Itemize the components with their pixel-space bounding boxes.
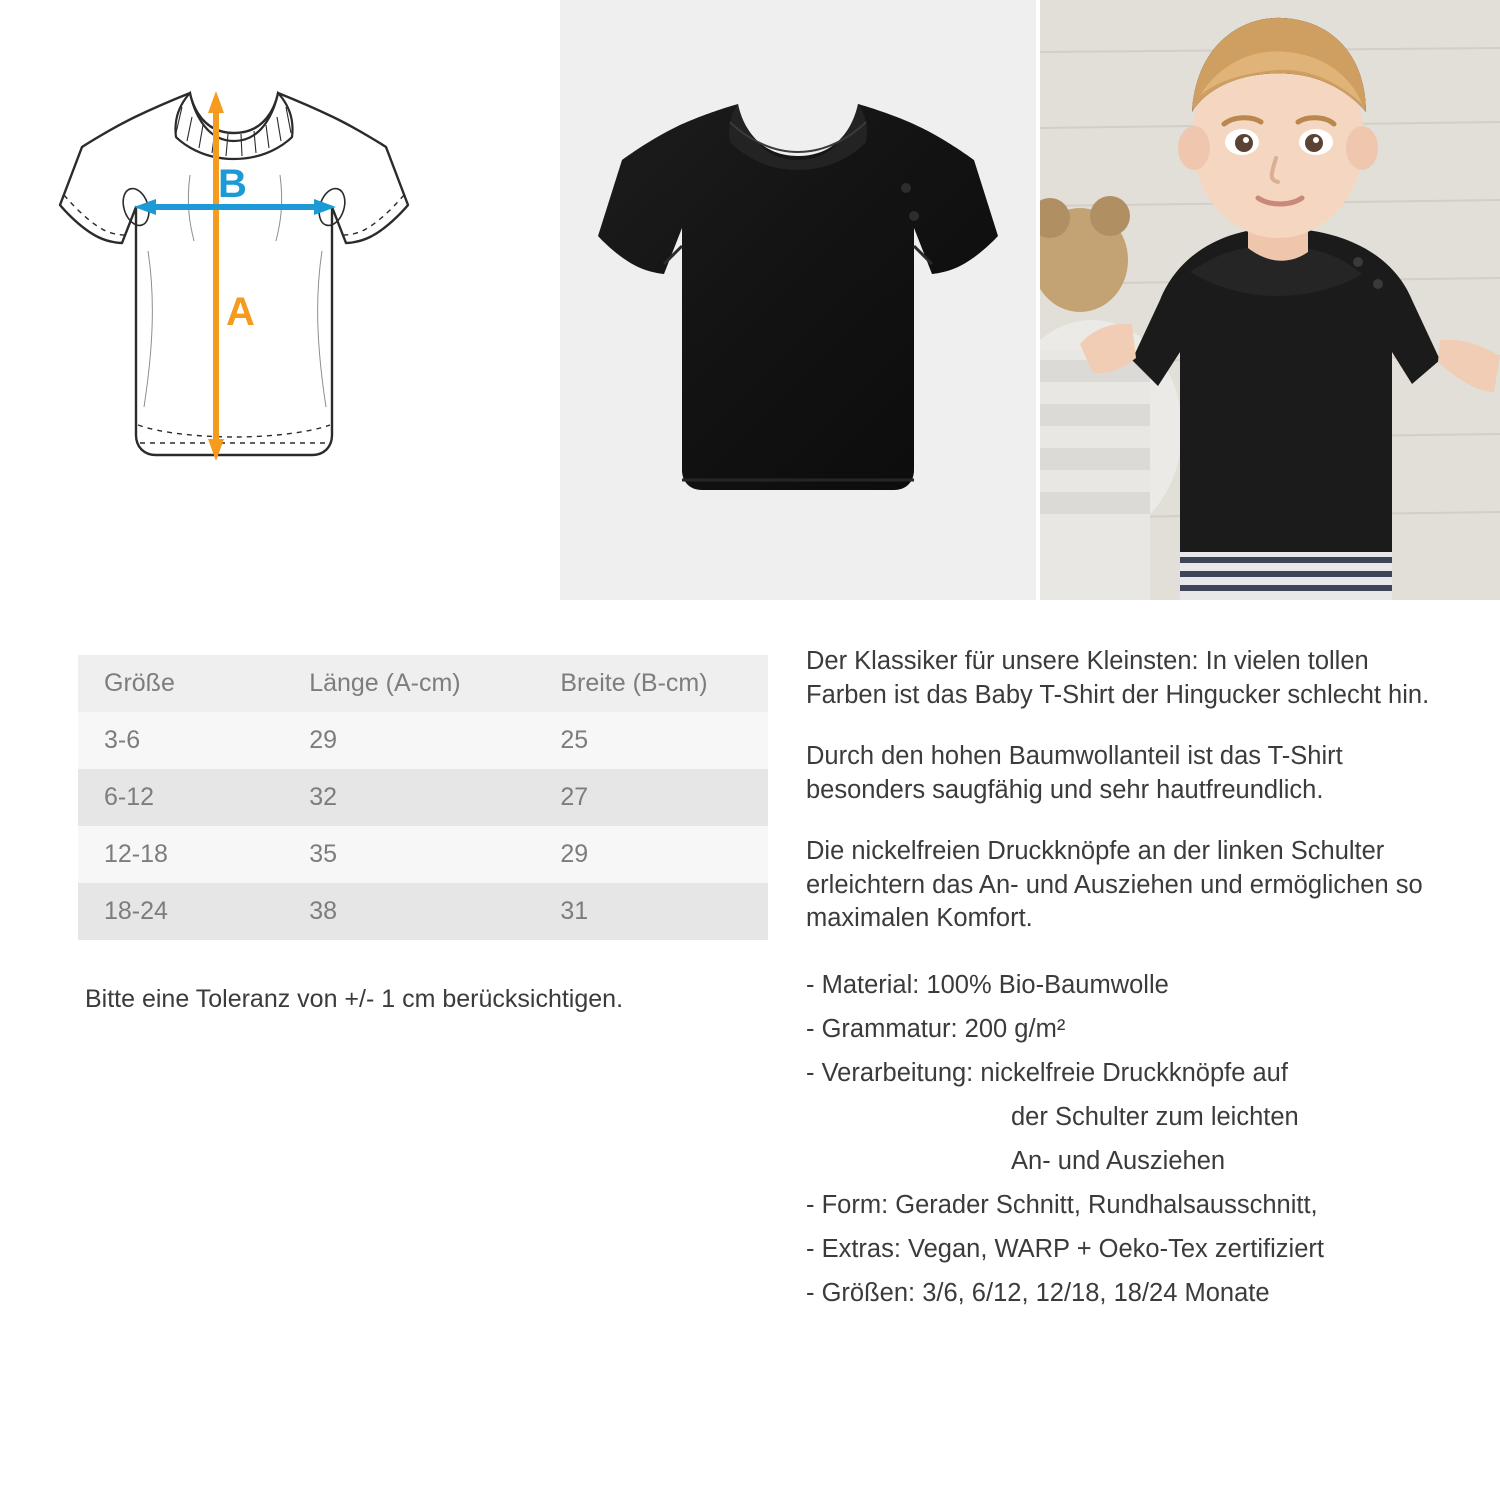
spec-form: - Form: Gerader Schnitt, Rundhalsausschnitt, <box>806 1190 1318 1219</box>
cell-length: 32 <box>309 783 337 811</box>
description-paragraph: Die nickelfreien Druckknöpfe an der linken Schulter erleichtern das An- und Ausziehen und ermöglichen so maximalen Komfort. <box>806 836 1423 933</box>
size-table <box>78 655 768 940</box>
spec-sizes: - Größen: 3/6, 6/12, 12/18, 18/24 Monate <box>806 1278 1270 1307</box>
spec-processing-cont-2: An- und Ausziehen <box>1011 1146 1226 1175</box>
product-photo-panel <box>560 0 1036 600</box>
cell-size: 18-24 <box>104 897 168 925</box>
table-header <box>78 655 768 712</box>
table-body <box>78 712 768 940</box>
toddler-photo <box>1040 0 1500 600</box>
spec-material: - Material: 100% Bio-Baumwolle <box>806 971 1169 1000</box>
image-row <box>0 0 1500 600</box>
table-header-row <box>78 655 768 712</box>
spec-extras: - Extras: Vegan, WARP + Oeko-Tex zertifiziert <box>806 1234 1324 1263</box>
description-paragraph: Der Klassiker für unsere Kleinsten: In vielen tollen Farben ist das Baby T-Shirt der Hingucker schlecht hin. <box>806 647 1430 709</box>
dimension-a-label: A <box>226 290 255 334</box>
table-row <box>78 883 768 940</box>
black-tshirt-photo <box>570 60 1026 530</box>
spec-processing-cont-1: der Schulter zum leichten <box>1011 1103 1299 1132</box>
lifestyle-photo-panel <box>1040 0 1500 600</box>
description-paragraph: Durch den hohen Baumwollanteil ist das T-Shirt besonders saugfähig und sehr hautfreundlich. <box>806 741 1343 804</box>
tshirt-outline-icon <box>40 55 460 475</box>
column-header-length: Länge (A-cm) <box>309 669 461 697</box>
table-row <box>78 826 768 883</box>
table-row <box>78 712 768 769</box>
spec-list <box>806 969 1446 1310</box>
cell-length: 29 <box>309 726 337 754</box>
spec-weight: - Grammatur: 200 g/m² <box>806 1015 1066 1044</box>
measurement-diagram-panel <box>0 0 556 600</box>
cell-width: 31 <box>560 897 589 925</box>
column-header-size: Größe <box>104 669 175 697</box>
cell-width: 25 <box>560 726 589 754</box>
tolerance-note: Bitte eine Toleranz von +/- 1 cm berücksichtigen. <box>85 985 624 1013</box>
cell-width: 29 <box>560 840 589 868</box>
dimension-b-label: B <box>218 162 247 206</box>
product-description <box>806 645 1446 1321</box>
spec-processing: - Verarbeitung: nickelfreie Druckknöpfe auf <box>806 1059 1288 1088</box>
cell-size: 3-6 <box>104 726 141 754</box>
column-header-width: Breite (B-cm) <box>560 669 708 697</box>
cell-length: 35 <box>309 840 337 868</box>
cell-size: 6-12 <box>104 783 155 811</box>
cell-size: 12-18 <box>104 840 168 868</box>
cell-width: 27 <box>560 783 589 811</box>
cell-length: 38 <box>309 897 337 925</box>
table-row <box>78 769 768 826</box>
